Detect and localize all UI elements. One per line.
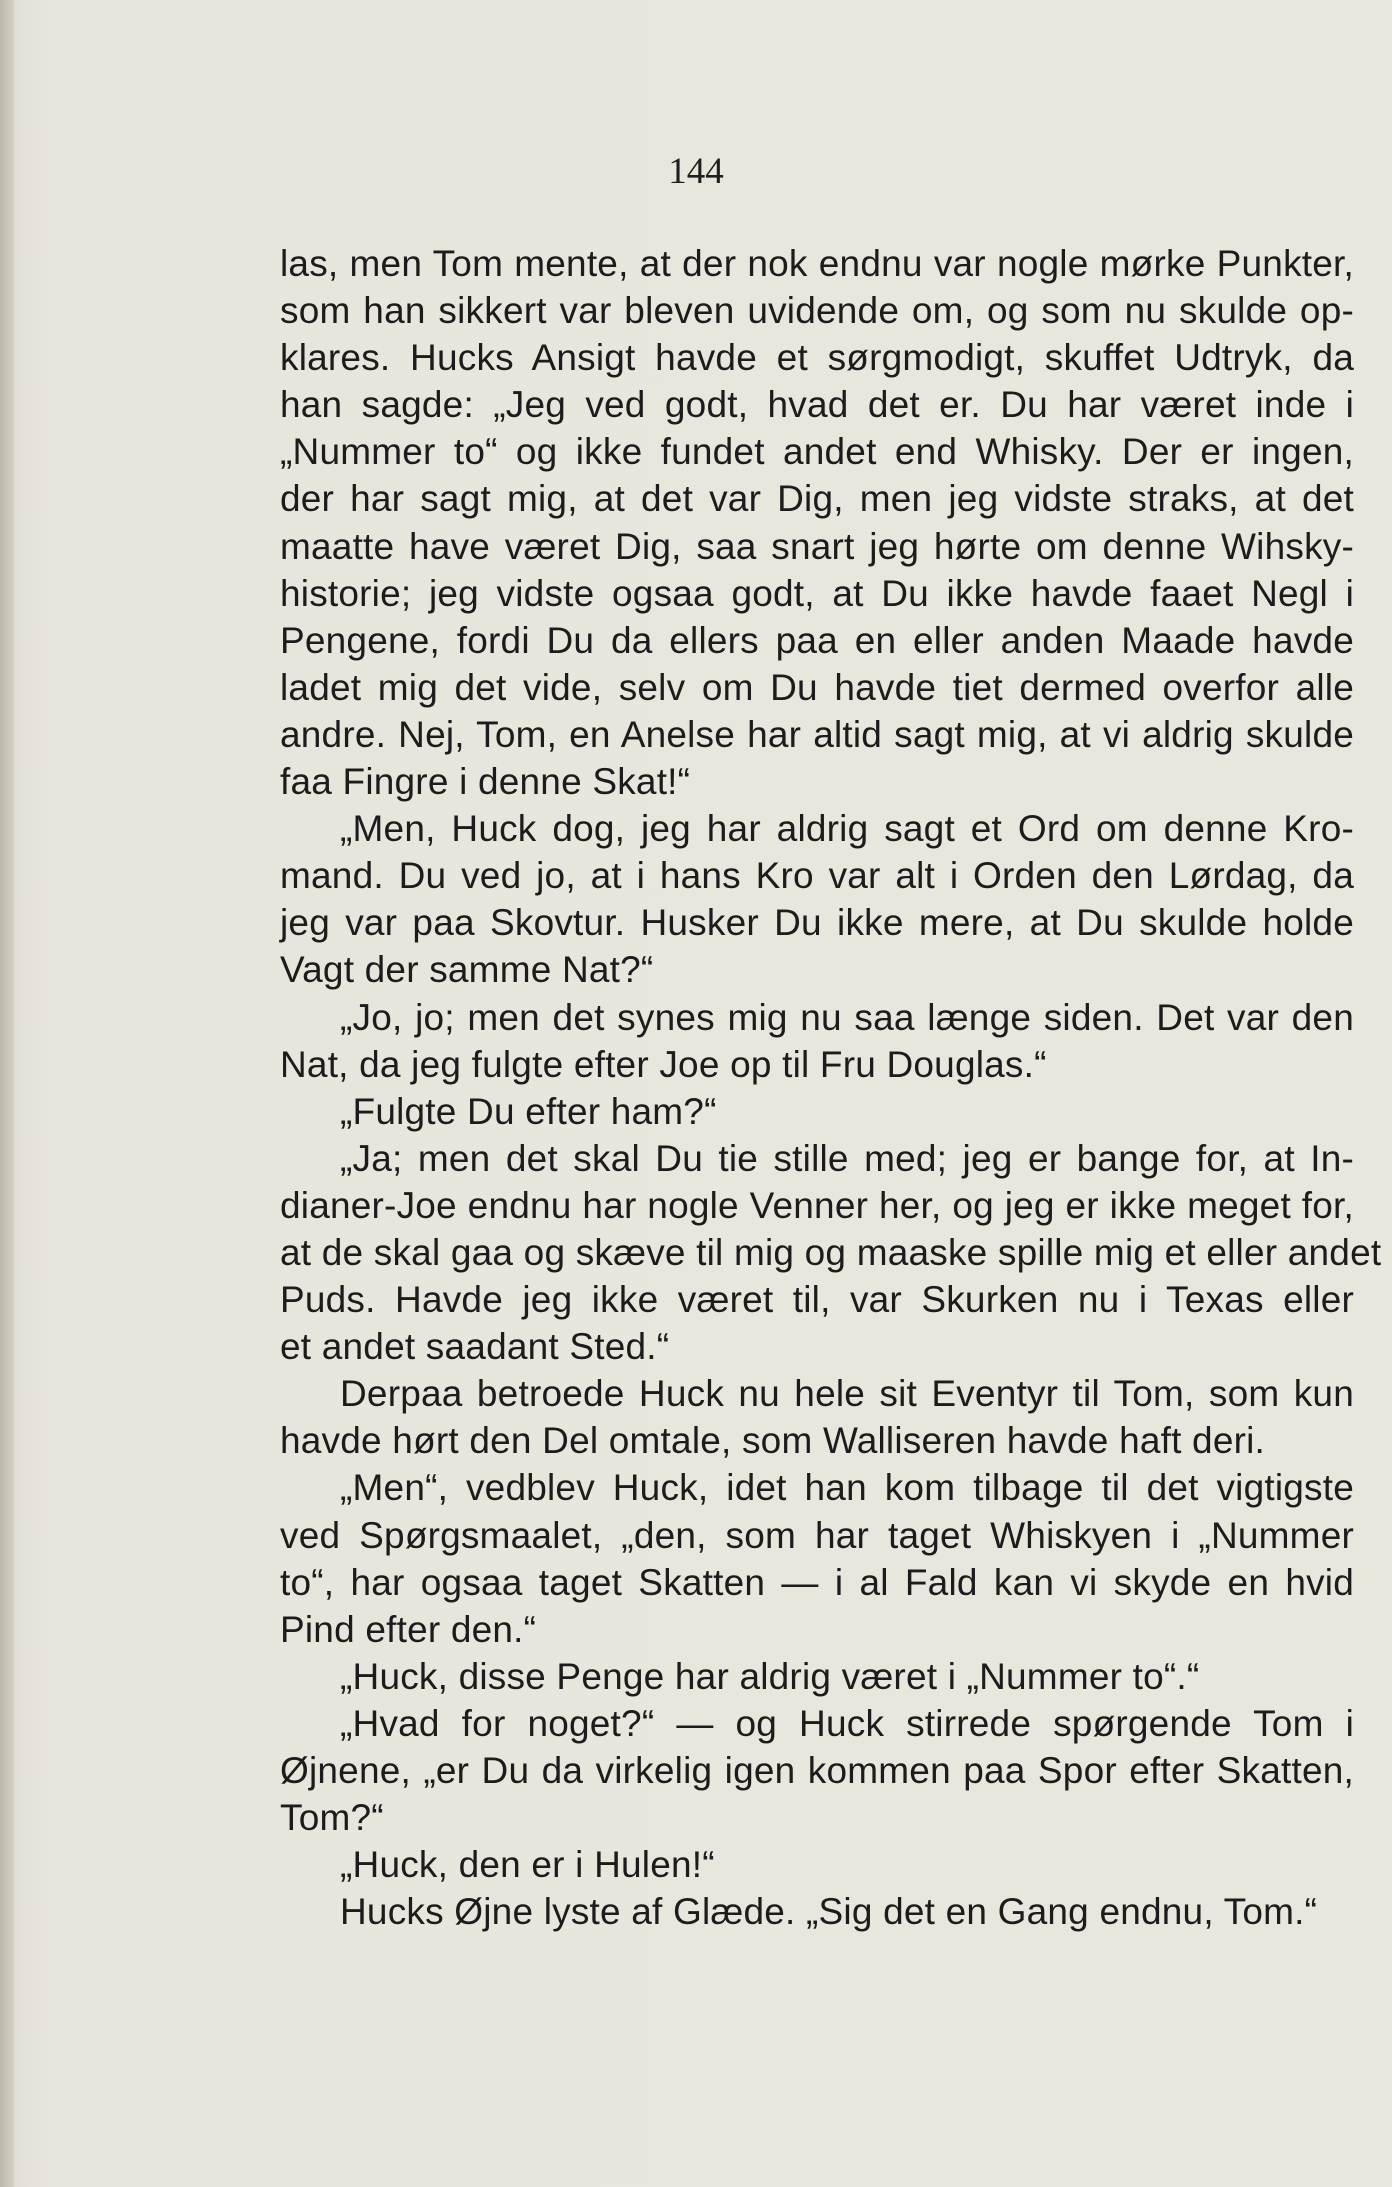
text-line: mand. Du ved jo, at i hans Kro var alt i Orden den Lørdag, da bbox=[280, 855, 1354, 897]
text-line: „Men, Huck dog, jeg har aldrig sagt et Ord om denne Kro- bbox=[340, 808, 1354, 850]
text-line: maatte have været Dig, saa snart jeg hørte om denne Wihsky- bbox=[280, 525, 1354, 567]
text-line: at de skal gaa og skæve til mig og maaske spille mig et eller andet bbox=[280, 1231, 1382, 1273]
page-binding-edge bbox=[0, 0, 14, 2187]
body-text bbox=[280, 240, 1382, 1935]
text-line: Vagt der samme Nat?“ bbox=[280, 949, 654, 991]
text-line: Puds. Havde jeg ikke været til, var Skurken nu i Texas eller bbox=[280, 1279, 1354, 1321]
text-line: historie; jeg vidste ogsaa godt, at Du ikke havde faaet Negl i bbox=[280, 572, 1354, 614]
text-line: faa Fingre i denne Skat!“ bbox=[280, 761, 691, 803]
text-line: Nat, da jeg fulgte efter Joe op til Fru Douglas.“ bbox=[280, 1043, 1047, 1085]
text-line: han sagde: „Jeg ved godt, hvad det er. Du har været inde i bbox=[280, 384, 1354, 426]
text-line: dianer-Joe endnu har nogle Venner her, og jeg er ikke meget for, bbox=[280, 1184, 1354, 1226]
text-line: ved Spørgsmaalet, „den, som har taget Whiskyen i „Nummer bbox=[280, 1514, 1354, 1556]
text-line: jeg var paa Skovtur. Husker Du ikke mere, at Du skulde holde bbox=[280, 902, 1354, 944]
text-line: Øjnene, „er Du da virkelig igen kommen paa Spor efter Skatten, bbox=[280, 1750, 1354, 1791]
page-number: 144 bbox=[668, 151, 724, 192]
text-line: „Men“, vedblev Huck, idet han kom tilbage til det vigtigste bbox=[340, 1467, 1354, 1509]
text-line: „Nummer to“ og ikke fundet andet end Whisky. Der er ingen, bbox=[280, 431, 1354, 473]
text-line: to“, har ogsaa taget Skatten — i al Fald kan vi skyde en hvid bbox=[280, 1561, 1354, 1603]
text-line: Pengene, fordi Du da ellers paa en eller anden Maade havde bbox=[280, 619, 1354, 661]
text-line: „Huck, disse Penge har aldrig været i „Nummer to“.“ bbox=[340, 1655, 1200, 1697]
text-line: Derpaa betroede Huck nu hele sit Eventyr til Tom, som kun bbox=[340, 1373, 1354, 1415]
text-line: ladet mig det vide, selv om Du havde tiet dermed overfor alle bbox=[280, 666, 1354, 708]
text-line: der har sagt mig, at det var Dig, men jeg vidste straks, at det bbox=[280, 478, 1354, 520]
text-line: Pind efter den.“ bbox=[280, 1608, 537, 1650]
text-line: „Fulgte Du efter ham?“ bbox=[340, 1090, 717, 1132]
text-line: som han sikkert var bleven uvidende om, og som nu skulde op- bbox=[280, 290, 1354, 332]
text-line: las, men Tom mente, at der nok endnu var nogle mørke Punkter, bbox=[280, 243, 1354, 284]
text-line: „Hvad for noget?“ — og Huck stirrede spørgende Tom i bbox=[340, 1702, 1354, 1744]
text-line: „Ja; men det skal Du tie stille med; jeg er bange for, at In- bbox=[340, 1137, 1354, 1179]
text-line: havde hørt den Del omtale, som Walliseren havde haft deri. bbox=[280, 1420, 1266, 1462]
text-line: Hucks Øjne lyste af Glæde. „Sig det en Gang endnu, Tom.“ bbox=[340, 1891, 1318, 1933]
text-line: klares. Hucks Ansigt havde et sørgmodigt, skuffet Udtryk, da bbox=[280, 337, 1354, 379]
text-line: et andet saadant Sted.“ bbox=[280, 1326, 670, 1368]
text-line: Tom?“ bbox=[280, 1797, 384, 1839]
text-line: „Jo, jo; men det synes mig nu saa længe siden. Det var den bbox=[340, 996, 1354, 1038]
text-line: „Huck, den er i Hulen!“ bbox=[340, 1844, 715, 1886]
text-line: andre. Nej, Tom, en Anelse har altid sagt mig, at vi aldrig skulde bbox=[280, 713, 1354, 755]
